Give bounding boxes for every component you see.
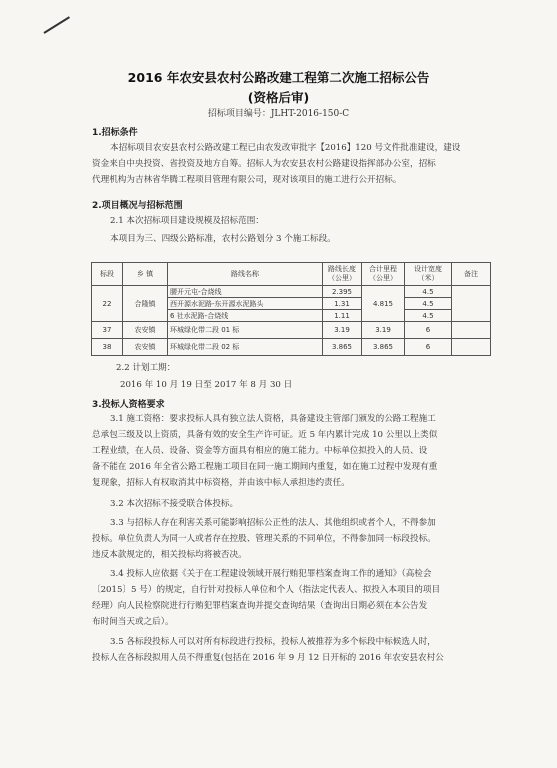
width-cell: 4.5 (405, 286, 452, 298)
project-number: 招标项目编号：JLHT-2016-150-C (207, 109, 350, 119)
note-cell (452, 286, 491, 322)
document-subtitle: (资格后审) (247, 90, 310, 105)
text-line: 〔2015〕5 号）的规定，自行针对投标人单位和个人（指法定代表人、拟投入本项目的项目 (92, 585, 441, 595)
section-3-2-body (92, 496, 490, 512)
width-cell: 6 (405, 322, 452, 339)
table-header-row (92, 263, 491, 286)
total-cell: 3.19 (362, 322, 405, 339)
text-line: 工程业绩，在人员、设备、资金等方面具有相应的施工能力。中标单位拟投入的人员、设 (92, 446, 428, 456)
length-cell: 1.11 (323, 310, 362, 322)
text-line: 本招标项目农安县农村公路改建工程已由农发改审批字【2016】120 号文件批准建设，建设 (110, 143, 461, 153)
section-cell: 37 (92, 322, 123, 339)
table-header: 路线长度（公里） (323, 263, 362, 286)
total-cell: 3.865 (362, 339, 405, 356)
text-line: 投标人在各标段拟用人员不得重复(包括在 2016 年 9 月 12 日开标的 2016 年农安县农村公 (92, 653, 444, 663)
section-3-4-body (92, 566, 490, 630)
length-cell: 3.865 (323, 339, 362, 356)
document-title: 2016 年农安县农村公路改建工程第二次施工招标公告 (127, 70, 430, 85)
width-cell: 6 (405, 339, 452, 356)
road-cell: 腰开元屯-合烧线 (168, 286, 323, 298)
table-row (92, 322, 491, 339)
section-3-1-body (92, 411, 490, 491)
length-cell: 3.19 (323, 322, 362, 339)
text-line: 投标。单位负责人为同一人或者存在控股、管理关系的不同单位，不得参加同一标段投标。 (92, 534, 436, 544)
text-line: 3.3 与招标人存在利害关系可能影响招标公正性的法人、其他组织或者个人，不得参加 (110, 518, 436, 528)
width-cell: 4.5 (405, 310, 452, 322)
table-header: 设计宽度（米） (405, 263, 452, 286)
town-cell: 农安镇 (123, 322, 168, 339)
text-line: 违反本款规定的，相关投标均将被否决。 (92, 550, 247, 560)
road-cell: 西开源水泥路-东开源水泥路头 (168, 298, 323, 310)
section-2-2-heading: 2.2 计划工期： (116, 363, 176, 373)
road-cell: 6 社水泥路-合烧线 (168, 310, 323, 322)
text-line: 3.4 投标人应依据《关于在工程建设领域开展行贿犯罪档案查询工作的通知》（高检会 (110, 569, 432, 579)
length-cell: 1.31 (323, 298, 362, 310)
table-row (92, 286, 491, 298)
text-line: 资金来自中央投资、省投资及地方自筹。招标人为农安县农村公路建设指挥部办公室，招标 (92, 159, 436, 169)
width-cell: 4.5 (405, 298, 452, 310)
text-line: 3.2 本次招标不接受联合体投标。 (110, 499, 239, 509)
table-header: 标段 (92, 263, 123, 286)
text-line: 代理机构为吉林省华腾工程项目管理有限公司，现对该项目的施工进行公开招标。 (92, 175, 402, 185)
table-header: 合计里程（公里） (362, 263, 405, 286)
text-line: 经理）向人民检察院进行行贿犯罪档案查询并提交查询结果（查询出日期必须在本公告发 (92, 601, 428, 611)
section-3-heading: 3.投标人资格要求 (92, 400, 165, 410)
pen-mark (43, 16, 70, 34)
section-2-1-scope: 本项目为三、四级公路标准，农村公路划分 3 个施工标段。 (110, 234, 336, 244)
town-cell: 合隆镇 (123, 286, 168, 322)
table-header: 路线名称 (168, 263, 323, 286)
length-cell: 2.395 (323, 286, 362, 298)
section-2-1-heading: 2.1 本次招标项目建设规模及招标范围： (110, 216, 264, 226)
section-cell: 38 (92, 339, 123, 356)
text-line: 复现象，招标人有权取消其中标资格，并由该中标人承担违约责任。 (92, 478, 350, 488)
section-cell: 22 (92, 286, 123, 322)
note-cell (452, 322, 491, 339)
road-cell: 环城绿化带二段 02 标 (168, 339, 323, 356)
text-line: 3.5 各标段投标人可以对所有标段进行投标，投标人被推荐为多个标段中标候选人时， (110, 637, 436, 647)
text-line: 备不能在 2016 年全省公路工程施工项目在同一施工期间内重复，如在施工过程中发现有重 (92, 462, 438, 472)
text-line: 3.1 施工资格：要求投标人具有独立法人资格，具备建设主管部门颁发的公路工程施工 (110, 414, 436, 424)
text-line: 布时间当天或之后）。 (92, 617, 174, 627)
note-cell (452, 339, 491, 356)
section-2-heading: 2.项目概况与招标范围 (92, 201, 183, 211)
section-3-3-body (92, 515, 490, 563)
construction-period: 2016 年 10 月 19 日至 2017 年 8 月 30 日 (120, 380, 293, 390)
section-1-body (92, 140, 490, 188)
total-cell: 4.815 (362, 286, 405, 322)
bid-section-table (91, 262, 491, 356)
table-header: 乡 镇 (123, 263, 168, 286)
text-line: 总承包三级及以上资质，具备有效的安全生产许可证。近 5 年内累计完成 10 公里以上类似 (92, 430, 438, 440)
town-cell: 农安镇 (123, 339, 168, 356)
section-1-heading: 1.招标条件 (92, 128, 138, 138)
table-row (92, 339, 491, 356)
section-3-5-body (92, 634, 490, 666)
road-cell: 环城绿化带二段 01 标 (168, 322, 323, 339)
table-header: 备注 (452, 263, 491, 286)
